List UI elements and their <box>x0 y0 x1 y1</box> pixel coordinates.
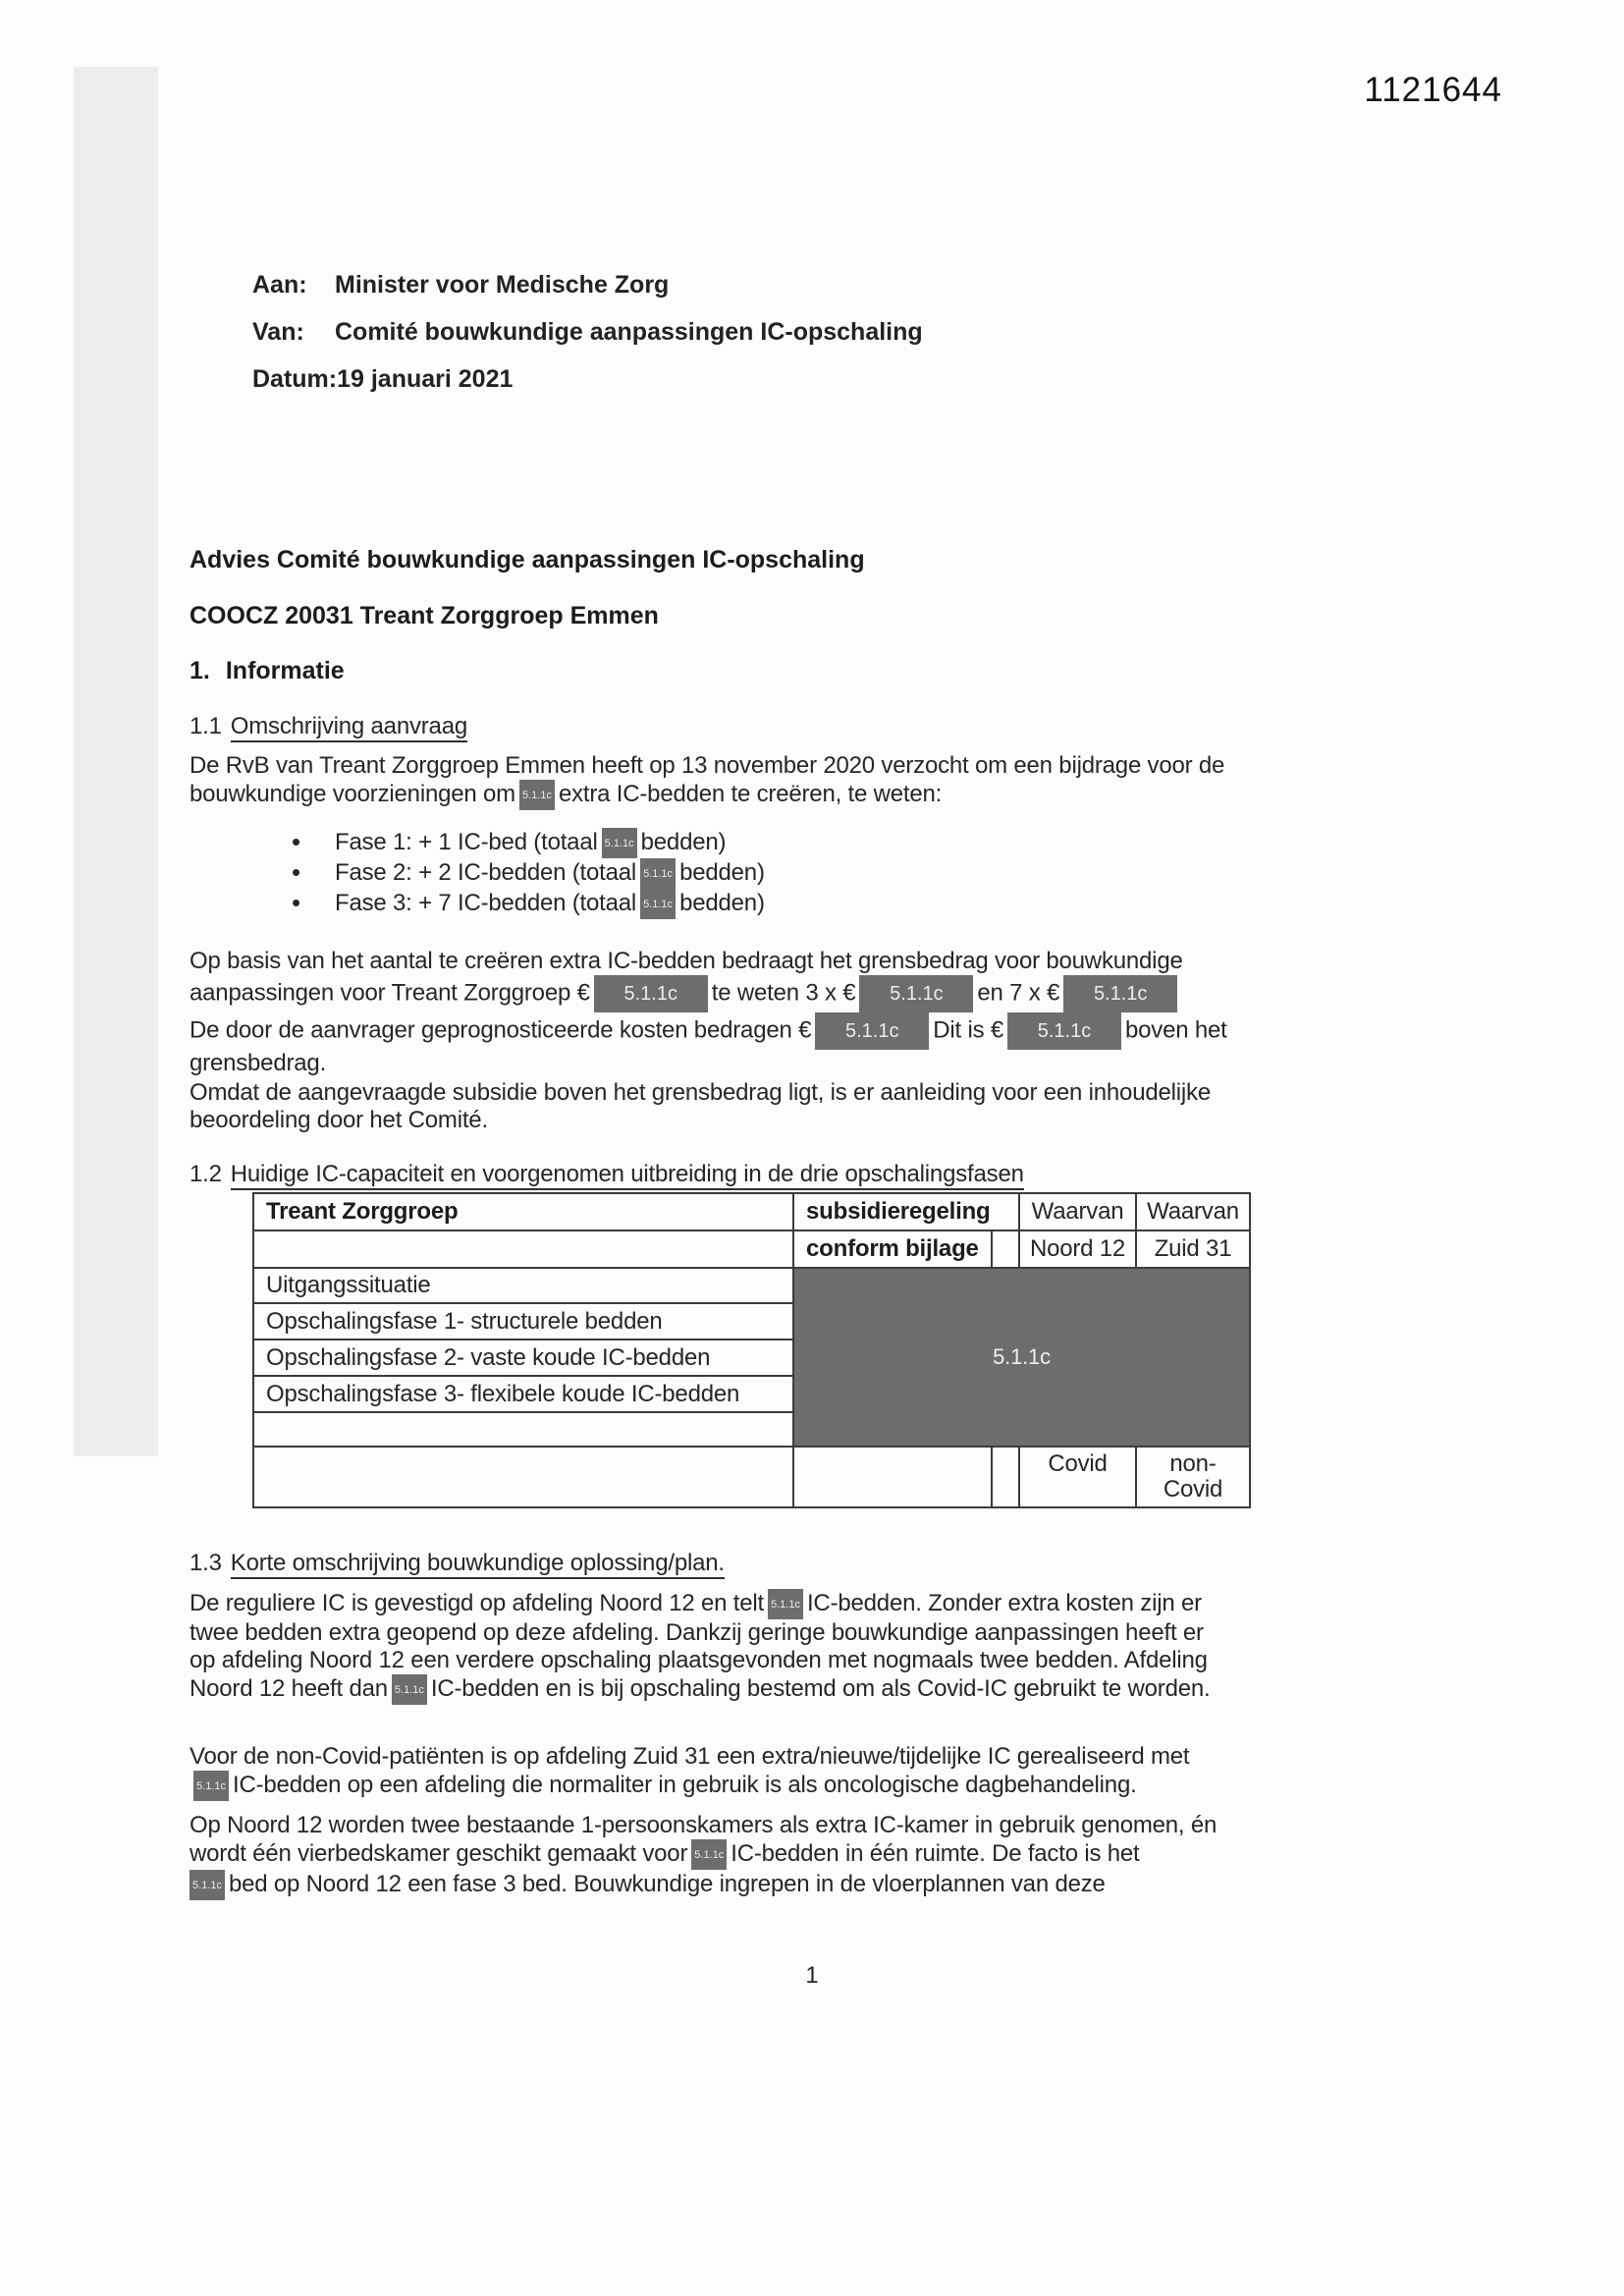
memo-value-datum: 19 januari 2021 <box>337 365 514 393</box>
paragraph-beoordeling: Omdat de aangevraagde subsidie boven het grensbedrag ligt, is er aanleiding voor een inhoudelijke beoordeling door het Comité. <box>189 1079 1211 1133</box>
header-cell-noord-12: Noord 12 <box>1019 1230 1136 1268</box>
memo-row-van <box>252 318 923 365</box>
noord-12-text-1: Op Noord 12 worden twee bestaande 1-persoonskamers als extra IC-kamer in gebruik genomen, én wordt één vierbedskamer geschikt gemaakt voor <box>189 1812 1218 1867</box>
paragraph-noord-12-kamers <box>189 1812 1232 1900</box>
paragraph-non-covid <box>189 1743 1232 1801</box>
case-reference-title: COOCZ 20031 Treant Zorggroep Emmen <box>189 602 659 629</box>
redaction-box: 5.1.1c <box>519 780 555 810</box>
redaction-box: 5.1.1c <box>392 1674 427 1705</box>
header-cell-subsidieregeling: subsidieregeling <box>793 1193 1019 1230</box>
memo-value-aan: Minister voor Medische Zorg <box>335 271 670 299</box>
grensbedrag-text-2: te weten 3 x € <box>711 979 856 1007</box>
reguliere-ic-text-3: IC-bedden en is bij opschaling bestemd om als Covid-IC gebruikt te worden. <box>430 1674 1211 1702</box>
fase-2-item <box>189 858 1232 889</box>
memo-label-datum: Datum: <box>252 365 338 393</box>
header-cell-waarvan-2: Waarvan <box>1136 1193 1250 1230</box>
redaction-box: 5.1.1c <box>859 975 973 1012</box>
redaction-box: 5.1.1c <box>594 975 708 1012</box>
redaction-box: 5.1.1c <box>602 828 637 858</box>
row-label-fase-2: Opschalingsfase 2- vaste koude IC-bedden <box>253 1339 793 1376</box>
memo-label-aan: Aan: <box>252 271 307 299</box>
redaction-box: 5.1.1c <box>768 1589 803 1619</box>
grensbedrag-text-5: Dit is € <box>933 1016 1003 1044</box>
fase-2-pre: Fase 2: + 2 IC-bedden (totaal <box>335 858 637 886</box>
non-covid-text-1: Voor de non-Covid-patiënten is op afdeling Zuid 31 een extra/nieuwe/tijdelijke IC gerealiseerd met <box>189 1743 1190 1770</box>
fase-bullet-list <box>189 828 1232 919</box>
grensbedrag-text-6: boven het grensbedrag. <box>189 1016 1227 1076</box>
redaction-box: 5.1.1c <box>815 1012 929 1050</box>
grensbedrag-text-3: en 7 x € <box>977 979 1060 1007</box>
noord-12-text-3: bed op Noord 12 een fase 3 bed. Bouwkundige ingrepen in de vloerplannen van deze <box>229 1870 1106 1897</box>
row-label-uitgangssituatie: Uitgangssituatie <box>253 1268 793 1303</box>
header-cell-empty <box>253 1230 793 1268</box>
footer-cell-empty-1 <box>253 1447 793 1507</box>
paragraph-grensbedrag <box>189 948 1232 1077</box>
section-1-1-heading <box>189 713 467 740</box>
fase-3-item <box>189 889 1232 919</box>
section-1-number: 1. <box>189 657 210 684</box>
memo-value-van: Comité bouwkundige aanpassingen IC-opschaling <box>335 318 923 346</box>
memo-header <box>252 271 923 412</box>
redaction-box: 5.1.1c <box>640 889 676 919</box>
section-1-3-title: Korte omschrijving bouwkundige oplossing/plan. <box>231 1550 725 1579</box>
redaction-box: 5.1.1c <box>691 1839 727 1870</box>
advies-title: Advies Comité bouwkundige aanpassingen IC-opschaling <box>189 546 865 574</box>
fase-3-pre: Fase 3: + 7 IC-bedden (totaal <box>335 889 637 916</box>
redaction-box: 5.1.1c <box>1063 975 1177 1012</box>
fase-3-post: bedden) <box>679 889 765 916</box>
header-cell-waarvan-1: Waarvan <box>1019 1193 1136 1230</box>
header-cell-treant: Treant Zorggroep <box>253 1193 793 1230</box>
reguliere-ic-text-2: IC-bedden. Zonder extra kosten zijn er twee bedden extra geopend op deze afdeling. Dankzij geringe bouwkundige aanpassingen heeft er op afdeling Noord 12 een verdere opschaling plaatsgevonden met nogmaals twee bedden. Afdeling Noord 12 heeft dan <box>189 1589 1208 1702</box>
section-1-3-heading <box>189 1550 725 1577</box>
footer-cell-narrow <box>992 1447 1019 1507</box>
paragraph-aanvraag <box>189 752 1232 810</box>
table-footer-row <box>253 1447 1250 1507</box>
scan-artifact-strip <box>74 67 158 1456</box>
footer-cell-non-covid: non-Covid <box>1136 1447 1250 1507</box>
row-label-empty <box>253 1412 793 1447</box>
section-1-2-title: Huidige IC-capaciteit en voorgenomen uitbreiding in de drie opschalingsfasen <box>231 1161 1024 1190</box>
noord-12-text-2: IC-bedden in één ruimte. De facto is het <box>731 1839 1140 1867</box>
non-covid-text-2: IC-bedden op een afdeling die normaliter in gebruik is als oncologische dagbehandeling. <box>233 1771 1137 1798</box>
paragraph-reguliere-ic <box>189 1589 1232 1705</box>
row-label-fase-1: Opschalingsfase 1- structurele bedden <box>253 1303 793 1339</box>
section-1-2-heading <box>189 1161 1024 1188</box>
paragraph-aanvraag-text-2: extra IC-bedden te creëren, te weten: <box>558 780 943 807</box>
fase-1-pre: Fase 1: + 1 IC-bed (totaal <box>335 828 598 855</box>
doc-number: 1121644 <box>1364 71 1502 109</box>
fase-2-post: bedden) <box>679 858 765 886</box>
table-header-row-1 <box>253 1193 1250 1230</box>
footer-cell-covid: Covid <box>1019 1447 1136 1507</box>
capacity-table <box>252 1192 1251 1508</box>
reguliere-ic-text-1: De reguliere IC is gevestigd op afdeling Noord 12 en telt <box>189 1589 764 1616</box>
redaction-box: 5.1.1c <box>193 1771 229 1801</box>
redaction-block: 5.1.1c <box>793 1268 1250 1447</box>
table-header-row-2 <box>253 1230 1250 1268</box>
section-1-1-title: Omschrijving aanvraag <box>231 713 467 742</box>
row-label-fase-3: Opschalingsfase 3- flexibele koude IC-bedden <box>253 1376 793 1412</box>
fase-1-item <box>189 828 1232 858</box>
page-number: 1 <box>805 1962 819 1989</box>
header-cell-conform-bijlage: conform bijlage <box>793 1230 992 1268</box>
table-row <box>253 1268 1250 1303</box>
memo-row-aan <box>252 271 923 318</box>
section-1-heading <box>189 657 345 685</box>
section-1-title: Informatie <box>225 657 345 684</box>
section-1-2-number: 1.2 <box>189 1161 222 1187</box>
grensbedrag-text-4: De door de aanvrager geprognosticeerde kosten bedragen € <box>189 1016 812 1044</box>
grensbedrag-text-1: Op basis van het aantal te creëren extra IC-bedden bedraagt het grensbedrag voor bouwkundige aanpassingen voor Treant Zorggroep € <box>189 948 1183 1007</box>
section-1-1-number: 1.1 <box>189 713 222 739</box>
redaction-box: 5.1.1c <box>1007 1012 1121 1050</box>
redaction-box: 5.1.1c <box>189 1870 225 1900</box>
section-1-3-number: 1.3 <box>189 1550 222 1576</box>
memo-label-van: Van: <box>252 318 304 346</box>
redaction-box: 5.1.1c <box>640 858 676 889</box>
paragraph-aanvraag-text-1: De RvB van Treant Zorggroep Emmen heeft op 13 november 2020 verzocht om een bijdrage voor de bouwkundige voorzieningen om <box>189 752 1225 807</box>
header-cell-narrow <box>992 1230 1019 1268</box>
footer-cell-empty-2 <box>793 1447 992 1507</box>
header-cell-zuid-31: Zuid 31 <box>1136 1230 1250 1268</box>
fase-1-post: bedden) <box>640 828 727 855</box>
memo-row-datum <box>252 365 923 412</box>
